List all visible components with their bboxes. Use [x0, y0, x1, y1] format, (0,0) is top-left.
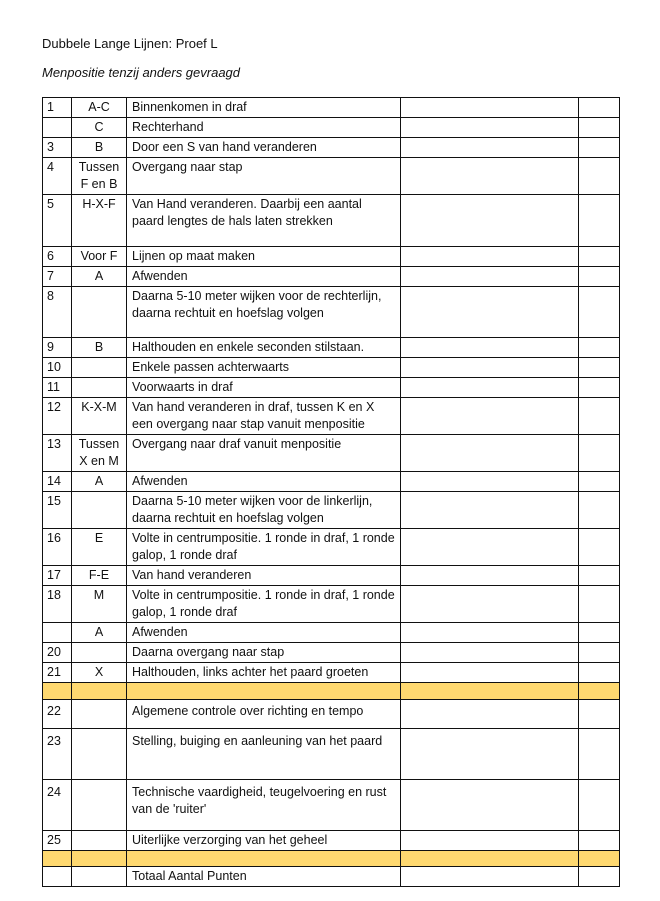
row-letter: C [72, 118, 127, 138]
score-cell[interactable] [401, 287, 579, 338]
coefficient-cell[interactable] [579, 247, 620, 267]
row-letter: F-E [72, 566, 127, 586]
table-row [43, 700, 620, 729]
row-letter [72, 378, 127, 398]
row-letter [72, 700, 127, 729]
table-row [43, 287, 620, 338]
score-cell[interactable] [401, 492, 579, 529]
row-letter: A-C [72, 98, 127, 118]
total-label: Totaal Aantal Punten [127, 867, 401, 887]
row-number: 4 [43, 158, 72, 195]
row-description: Volte in centrumpositie. 1 ronde in draf, 1 ronde galop, 1 ronde draf [127, 586, 401, 623]
row-number: 20 [43, 643, 72, 663]
score-cell[interactable] [401, 138, 579, 158]
row-description: Van hand veranderen [127, 566, 401, 586]
table-row [43, 398, 620, 435]
coefficient-cell[interactable] [579, 529, 620, 566]
table-row [43, 643, 620, 663]
score-cell[interactable] [401, 643, 579, 663]
row-description: Overgang naar stap [127, 158, 401, 195]
table-row [43, 780, 620, 831]
coefficient-cell[interactable] [579, 195, 620, 247]
table-row [43, 338, 620, 358]
row-letter: H-X-F [72, 195, 127, 247]
row-description: Van hand veranderen in draf, tussen K en X een overgang naar stap vanuit menpositie [127, 398, 401, 435]
row-letter: Tussen F en B [72, 158, 127, 195]
row-number: 21 [43, 663, 72, 683]
row-number: 24 [43, 780, 72, 831]
row-number: 13 [43, 435, 72, 472]
row-letter: E [72, 529, 127, 566]
row-number: 14 [43, 472, 72, 492]
coefficient-cell[interactable] [579, 729, 620, 780]
row-number [43, 867, 72, 887]
coefficient-cell[interactable] [579, 267, 620, 287]
row-letter: X [72, 663, 127, 683]
score-cell[interactable] [401, 623, 579, 643]
row-description: Overgang naar draf vanuit menpositie [127, 435, 401, 472]
row-letter [72, 643, 127, 663]
row-letter: K-X-M [72, 398, 127, 435]
score-cell[interactable] [401, 98, 579, 118]
coefficient-cell[interactable] [579, 831, 620, 851]
score-cell[interactable] [401, 831, 579, 851]
row-letter [72, 492, 127, 529]
highlight-separator-row [43, 683, 620, 700]
row-number: 15 [43, 492, 72, 529]
table-row [43, 98, 620, 118]
row-description: Technische vaardigheid, teugelvoering en rust van de 'ruiter' [127, 780, 401, 831]
table-row [43, 529, 620, 566]
table-row [43, 158, 620, 195]
table-row [43, 663, 620, 683]
row-description: Volte in centrumpositie. 1 ronde in draf, 1 ronde galop, 1 ronde draf [127, 529, 401, 566]
coefficient-cell[interactable] [579, 398, 620, 435]
row-letter: Tussen X en M [72, 435, 127, 472]
table-row [43, 195, 620, 247]
row-letter: A [72, 472, 127, 492]
score-cell[interactable] [401, 158, 579, 195]
row-letter [72, 358, 127, 378]
score-table [42, 97, 620, 887]
row-number: 16 [43, 529, 72, 566]
table-row [43, 378, 620, 398]
table-row [43, 729, 620, 780]
coefficient-cell[interactable] [579, 358, 620, 378]
total-row [43, 867, 620, 887]
row-letter [72, 287, 127, 338]
row-letter: A [72, 267, 127, 287]
coefficient-cell[interactable] [579, 338, 620, 358]
score-cell[interactable] [401, 729, 579, 780]
row-description: Binnenkomen in draf [127, 98, 401, 118]
score-cell[interactable] [401, 358, 579, 378]
score-cell[interactable] [401, 586, 579, 623]
coefficient-cell[interactable] [579, 472, 620, 492]
row-letter [72, 729, 127, 780]
score-cell[interactable] [401, 700, 579, 729]
score-cell[interactable] [401, 247, 579, 267]
score-cell[interactable] [401, 378, 579, 398]
row-description: Enkele passen achterwaarts [127, 358, 401, 378]
coefficient-cell[interactable] [579, 586, 620, 623]
row-letter: B [72, 338, 127, 358]
row-description: Voorwaarts in draf [127, 378, 401, 398]
row-description: Daarna 5-10 meter wijken voor de linkerlijn, daarna rechtuit en hoefslag volgen [127, 492, 401, 529]
coefficient-cell[interactable] [579, 378, 620, 398]
row-number [43, 623, 72, 643]
row-letter: A [72, 623, 127, 643]
highlight-separator-row [43, 851, 620, 867]
row-letter: B [72, 138, 127, 158]
row-description: Rechterhand [127, 118, 401, 138]
score-cell[interactable] [401, 566, 579, 586]
row-number: 18 [43, 586, 72, 623]
table-row [43, 566, 620, 586]
row-description: Lijnen op maat maken [127, 247, 401, 267]
coefficient-cell[interactable] [579, 158, 620, 195]
row-description: Van Hand veranderen. Daarbij een aantal paard lengtes de hals laten strekken [127, 195, 401, 247]
row-description: Afwenden [127, 267, 401, 287]
row-number: 6 [43, 247, 72, 267]
table-row [43, 586, 620, 623]
row-number [43, 118, 72, 138]
row-letter [72, 831, 127, 851]
row-description: Halthouden en enkele seconden stilstaan. [127, 338, 401, 358]
score-cell[interactable] [401, 195, 579, 247]
coefficient-cell[interactable] [579, 643, 620, 663]
row-number: 10 [43, 358, 72, 378]
row-number: 23 [43, 729, 72, 780]
coefficient-cell[interactable] [579, 138, 620, 158]
row-number: 7 [43, 267, 72, 287]
table-row [43, 831, 620, 851]
table-row [43, 492, 620, 529]
row-description: Afwenden [127, 623, 401, 643]
row-description: Stelling, buiging en aanleuning van het paard [127, 729, 401, 780]
table-row [43, 358, 620, 378]
score-cell[interactable] [401, 435, 579, 472]
coefficient-cell[interactable] [579, 287, 620, 338]
score-cell[interactable] [401, 338, 579, 358]
coefficient-cell[interactable] [579, 435, 620, 472]
row-description: Daarna 5-10 meter wijken voor de rechterlijn, daarna rechtuit en hoefslag volgen [127, 287, 401, 338]
row-description: Door een S van hand veranderen [127, 138, 401, 158]
coefficient-cell[interactable] [579, 492, 620, 529]
row-letter [72, 780, 127, 831]
score-cell[interactable] [401, 118, 579, 138]
score-cell[interactable] [401, 267, 579, 287]
score-cell[interactable] [401, 472, 579, 492]
row-number: 22 [43, 700, 72, 729]
document-title: Dubbele Lange Lijnen: Proef L [42, 36, 218, 51]
score-cell[interactable] [401, 398, 579, 435]
table-row [43, 247, 620, 267]
row-description: Uiterlijke verzorging van het geheel [127, 831, 401, 851]
row-number: 8 [43, 287, 72, 338]
table-row [43, 138, 620, 158]
document-subtitle: Menpositie tenzij anders gevraagd [42, 65, 241, 80]
coefficient-cell[interactable] [579, 780, 620, 831]
table-row [43, 118, 620, 138]
coefficient-cell[interactable] [579, 118, 620, 138]
table-row [43, 435, 620, 472]
table-row [43, 623, 620, 643]
coefficient-cell[interactable] [579, 98, 620, 118]
row-letter: M [72, 586, 127, 623]
score-cell[interactable] [401, 529, 579, 566]
row-letter [72, 867, 127, 887]
row-description: Daarna overgang naar stap [127, 643, 401, 663]
row-letter: Voor F [72, 247, 127, 267]
row-number: 17 [43, 566, 72, 586]
row-number: 9 [43, 338, 72, 358]
coefficient-cell[interactable] [579, 566, 620, 586]
row-description: Halthouden, links achter het paard groeten [127, 663, 401, 683]
score-cell[interactable] [401, 780, 579, 831]
row-description: Algemene controle over richting en tempo [127, 700, 401, 729]
total-score-cell[interactable] [401, 867, 579, 887]
coefficient-cell[interactable] [579, 663, 620, 683]
table-row [43, 472, 620, 492]
table-row [43, 267, 620, 287]
total-extra-cell[interactable] [579, 867, 620, 887]
coefficient-cell[interactable] [579, 623, 620, 643]
row-description: Afwenden [127, 472, 401, 492]
coefficient-cell[interactable] [579, 700, 620, 729]
row-number: 1 [43, 98, 72, 118]
score-cell[interactable] [401, 663, 579, 683]
row-number: 12 [43, 398, 72, 435]
row-number: 5 [43, 195, 72, 247]
row-number: 25 [43, 831, 72, 851]
row-number: 3 [43, 138, 72, 158]
row-number: 11 [43, 378, 72, 398]
